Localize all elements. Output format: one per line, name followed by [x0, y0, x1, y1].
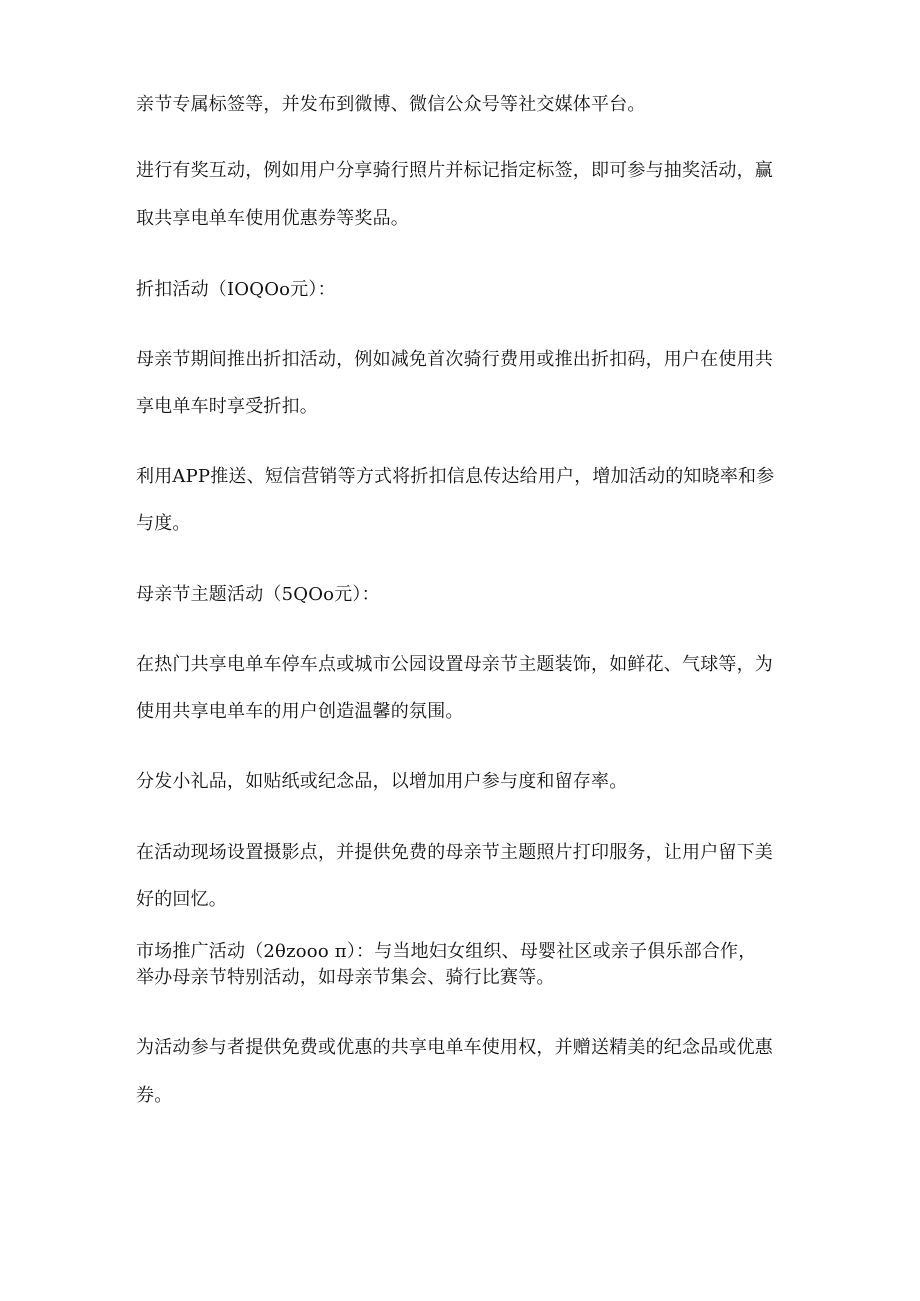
text-line: 使用共享电单车的用户创造温馨的氛围。 — [136, 701, 464, 722]
section-heading: 折扣活动（IOQOo元）： — [136, 279, 336, 300]
text-line: 取共享电单车使用优惠券等奖品。 — [136, 208, 409, 229]
text-line: 享电单车时享受折扣。 — [136, 396, 318, 417]
text-line: 亲节专属标签等，并发布到微博、微信公众号等社交媒体平台。 — [136, 94, 646, 115]
text-line: 为活动参与者提供免费或优惠的共享电单车使用权，并赠送精美的纪念品或优惠 — [136, 1037, 773, 1058]
text-line: 在活动现场设置摄影点，并提供免费的母亲节主题照片打印服务，让用户留下美 — [136, 842, 773, 863]
section-heading: 母亲节主题活动（5QOo元）： — [136, 584, 380, 605]
text-line: 券。 — [136, 1085, 173, 1106]
text-line: 进行有奖互动，例如用户分享骑行照片并标记指定标签，即可参与抽奖活动，赢 — [136, 160, 773, 181]
text-line: 分发小礼品，如贴纸或纪念品，以增加用户参与度和留存率。 — [136, 771, 628, 792]
text-line: 举办母亲节特别活动，如母亲节集会、骑行比赛等。 — [136, 967, 555, 988]
text-line: 母亲节期间推出折扣活动，例如减免首次骑行费用或推出折扣码，用户在使用共 — [136, 349, 773, 370]
text-line: 利用APP推送、短信营销等方式将折扣信息传达给用户，增加活动的知晓率和参 — [136, 466, 775, 487]
section-heading: 市场推广活动（2θzooo π）：与当地妇女组织、母婴社区或亲子俱乐部合作， — [136, 941, 757, 962]
text-line: 在热门共享电单车停车点或城市公园设置母亲节主题装饰，如鲜花、气球等，为 — [136, 654, 773, 675]
text-line: 好的回忆。 — [136, 889, 227, 910]
text-line: 与度。 — [136, 513, 191, 534]
